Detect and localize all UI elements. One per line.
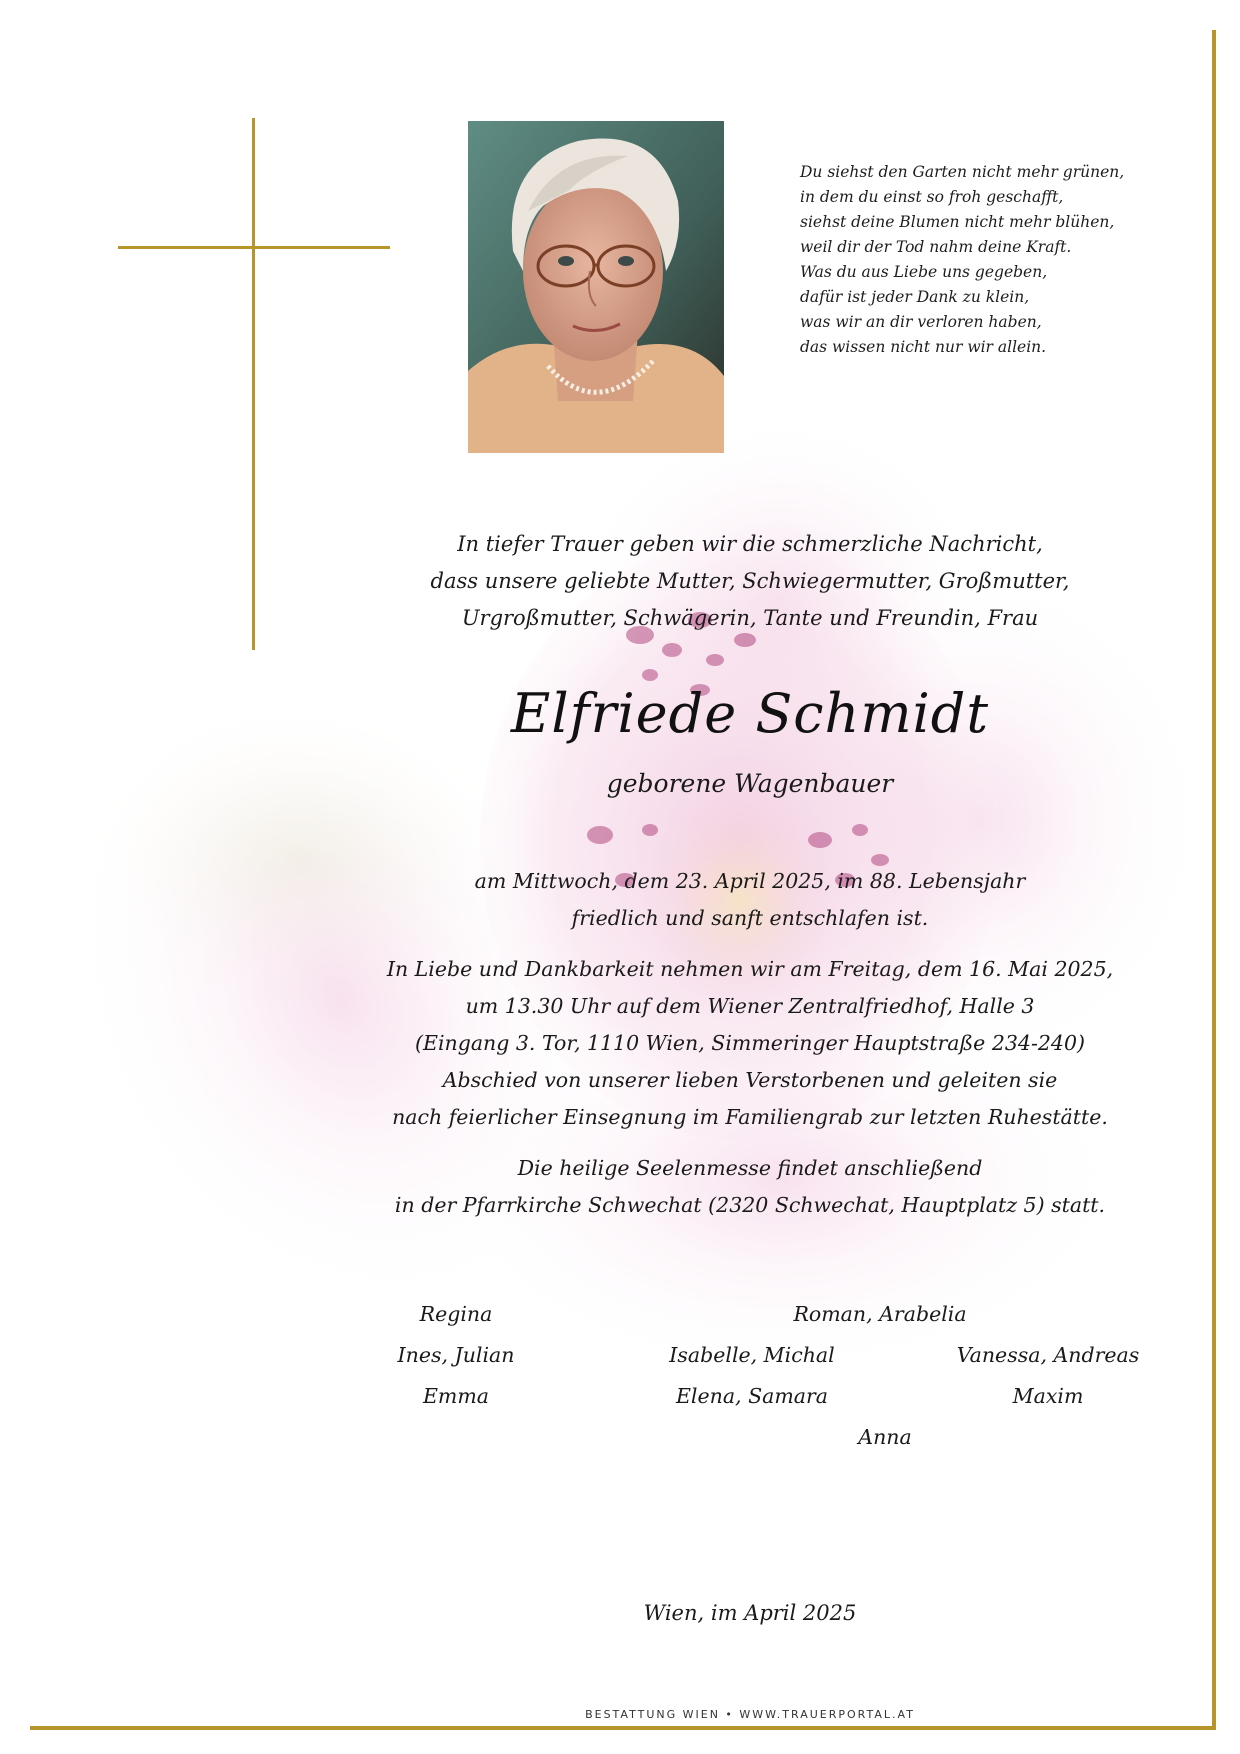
poem-line: was wir an dir verloren haben, <box>800 313 1042 331</box>
death-line: am Mittwoch, dem 23. April 2025, im 88. Lebensjahr <box>474 869 1026 893</box>
announcement-intro <box>300 526 1200 637</box>
poem <box>800 160 1200 360</box>
mourner-name: Ines, Julian <box>397 1343 515 1367</box>
intro-line: Urgroßmutter, Schwägerin, Tante und Freundin, Frau <box>461 606 1039 630</box>
mourner-name: Regina <box>419 1302 493 1326</box>
funeral-line: Abschied von unserer lieben Verstorbenen und geleiten sie <box>442 1068 1058 1092</box>
mass-line: Die heilige Seelenmesse findet anschließend <box>517 1156 983 1180</box>
intro-line: In tiefer Trauer geben wir die schmerzliche Nachricht, <box>457 532 1043 556</box>
deceased-name: Elfriede Schmidt <box>510 682 990 745</box>
poem-line: weil dir der Tod nahm deine Kraft. <box>800 238 1072 256</box>
mass-line: in der Pfarrkirche Schwechat (2320 Schwechat, Hauptplatz 5) statt. <box>394 1193 1106 1217</box>
mourner-name: Isabelle, Michal <box>669 1343 835 1367</box>
cross-vertical-bar <box>252 118 255 650</box>
funeral-line: nach feierlicher Einsegnung im Familiengrab zur letzten Ruhestätte. <box>392 1105 1108 1129</box>
funeral-line: In Liebe und Dankbarkeit nehmen wir am Freitag, dem 16. Mai 2025, <box>386 957 1114 981</box>
poem-line: Du siehst den Garten nicht mehr grünen, <box>800 163 1125 181</box>
poem-line: siehst deine Blumen nicht mehr blühen, <box>800 213 1115 231</box>
place-date: Wien, im April 2025 <box>643 1601 857 1625</box>
mourner-name: Elena, Samara <box>675 1384 829 1408</box>
portrait-photo <box>468 121 724 453</box>
poem-line: in dem du einst so froh geschafft, <box>800 188 1064 206</box>
death-line: friedlich und sanft entschlafen ist. <box>571 906 929 930</box>
cross-horizontal-bar <box>118 246 390 249</box>
mourner-name: Maxim <box>1012 1384 1084 1408</box>
footer-credit: BESTATTUNG WIEN • WWW.TRAUERPORTAL.AT <box>585 1708 915 1721</box>
poem-line: Was du aus Liebe uns gegeben, <box>800 263 1048 281</box>
intro-line: dass unsere geliebte Mutter, Schwiegermutter, Großmutter, <box>430 569 1070 593</box>
poem-line: das wissen nicht nur wir allein. <box>800 338 1047 356</box>
poem-line: dafür ist jeder Dank zu klein, <box>800 288 1030 306</box>
birth-name: geborene Wagenbauer <box>606 769 894 798</box>
frame-bottom-border <box>30 1726 1216 1730</box>
frame-right-border <box>1212 30 1216 1730</box>
funeral-details <box>300 863 1200 1224</box>
mourner-name: Emma <box>422 1384 490 1408</box>
mourner-name: Vanessa, Andreas <box>956 1343 1140 1367</box>
funeral-line: um 13.30 Uhr auf dem Wiener Zentralfriedhof, Halle 3 <box>465 994 1035 1018</box>
funeral-line: (Eingang 3. Tor, 1110 Wien, Simmeringer Hauptstraße 234-240) <box>414 1031 1085 1055</box>
mourner-name: Anna <box>858 1425 912 1449</box>
mourner-name: Roman, Arabelia <box>793 1302 967 1326</box>
